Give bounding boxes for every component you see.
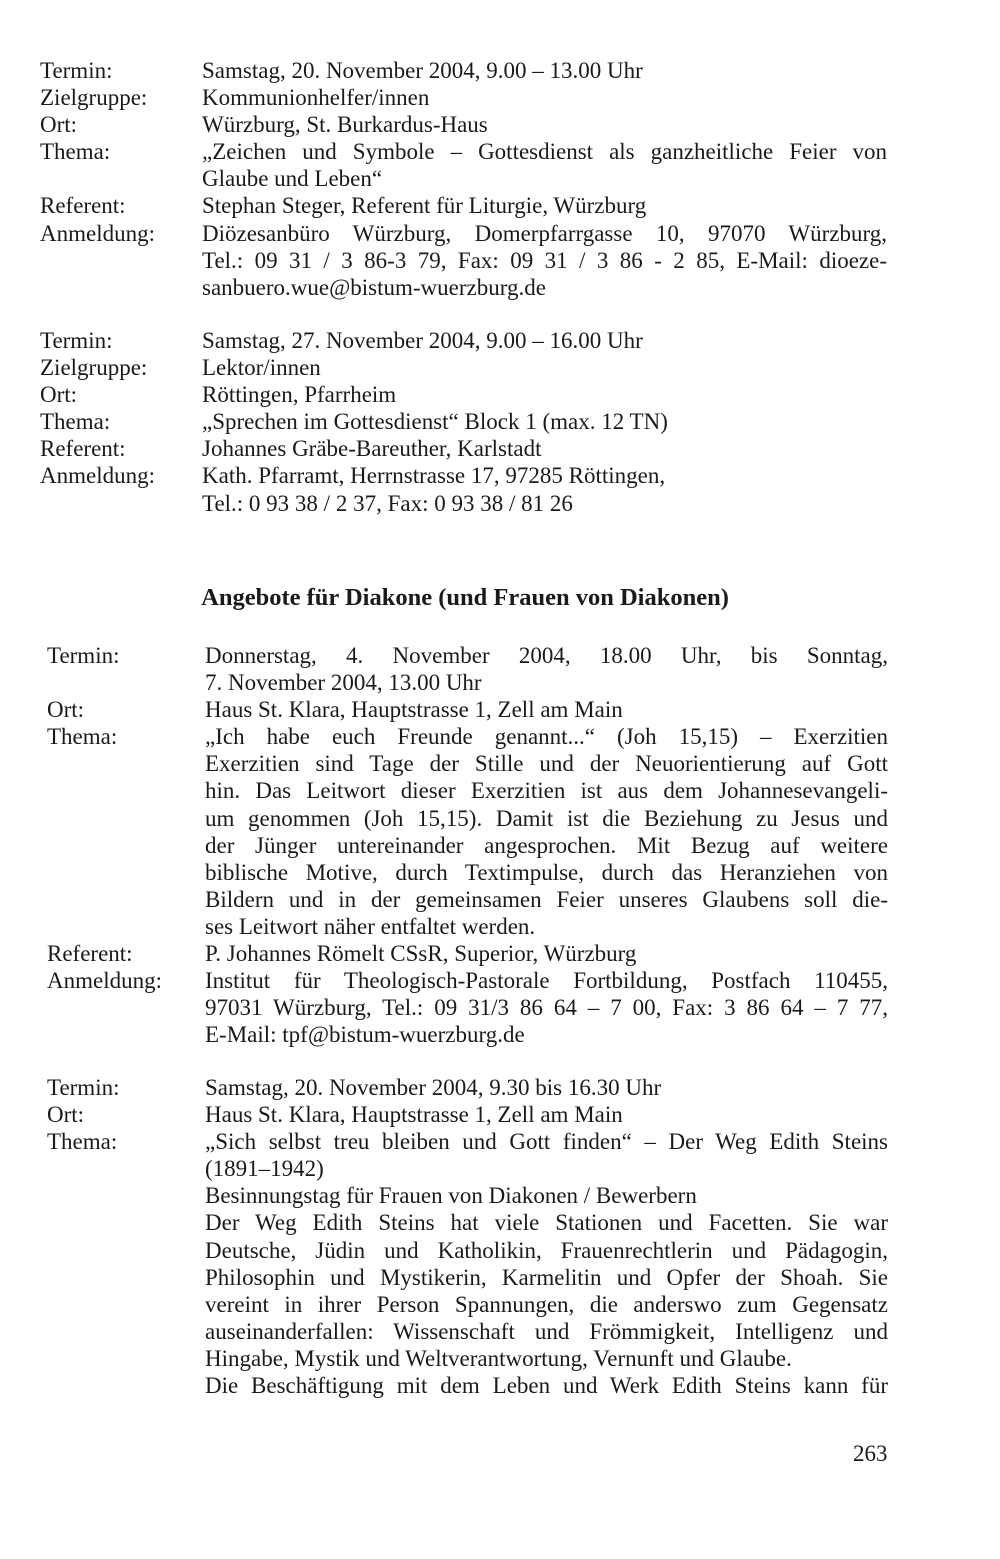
text-line: Johannes Gräbe-Bareuther, Karlstadt xyxy=(202,436,542,462)
field-value xyxy=(205,1074,888,1101)
page-number: 263 xyxy=(853,1441,888,1466)
field-value xyxy=(202,192,887,219)
field-referent xyxy=(0,940,1000,967)
field-anmeldung xyxy=(0,220,1000,301)
text-line: Philosophin und Mystikerin, Karmelitin und Opfer der Shoah. Sie xyxy=(205,1264,888,1290)
field-value xyxy=(202,111,887,138)
text-line: um genommen (Joh 15,15). Damit ist die Beziehung zu Jesus und xyxy=(205,805,888,831)
field-label: Thema: xyxy=(47,1129,118,1155)
field-value xyxy=(202,381,887,408)
field-anmeldung xyxy=(0,462,1000,516)
field-label: Termin: xyxy=(47,1075,120,1100)
field-label: Termin: xyxy=(40,328,113,353)
text-line: Hingabe, Mystik und Weltverantwortung, Vernunft und Glaube. xyxy=(205,1345,792,1371)
text-line: P. Johannes Römelt CSsR, Superior, Würzburg xyxy=(205,941,637,967)
text-line: Diözesanbüro Würzburg, Domerpfarrgasse 10, 97070 Würzburg, xyxy=(202,220,887,246)
text-line: Samstag, 27. November 2004, 9.00 – 16.00 Uhr xyxy=(202,328,643,353)
field-value xyxy=(202,220,887,301)
field-value xyxy=(205,940,888,967)
field-termin xyxy=(0,327,1000,354)
text-line: biblische Motive, durch Textimpulse, durch das Heranziehen von xyxy=(205,859,888,885)
field-label: Thema: xyxy=(40,139,111,165)
section-heading: Angebote für Diakone (und Frauen von Diakonen) xyxy=(201,584,729,611)
field-ort xyxy=(0,696,1000,723)
field-value xyxy=(205,967,888,1048)
text-line: vereint in ihrer Person Spannungen, die anderswo zum Gegensatz xyxy=(205,1291,888,1317)
text-line: Stephan Steger, Referent für Liturgie, Würzburg xyxy=(202,193,647,219)
field-label: Thema: xyxy=(47,724,118,750)
field-label: Anmeldung: xyxy=(40,220,155,246)
field-thema xyxy=(0,408,1000,435)
field-value xyxy=(205,696,888,723)
text-line: Die Beschäftigung mit dem Leben und Werk Edith Steins kann für xyxy=(205,1373,888,1399)
text-line: Kath. Pfarramt, Herrnstrasse 17, 97285 Röttingen, xyxy=(202,463,666,489)
email-link[interactable]: E-Mail: tpf@bistum-wuerzburg.de xyxy=(205,1022,525,1048)
field-label: Referent: xyxy=(40,193,126,219)
text-line: Tel.: 0 93 38 / 2 37, Fax: 0 93 38 / 81 26 xyxy=(202,490,573,516)
field-termin xyxy=(0,57,1000,84)
field-label: Ort: xyxy=(47,1102,85,1128)
field-label: Thema: xyxy=(40,409,111,435)
text-line: „Ich habe euch Freunde genannt...“ (Joh 15,15) – Exerzitien xyxy=(205,724,888,750)
text-line: Haus St. Klara, Hauptstrasse 1, Zell am Main xyxy=(205,1102,623,1128)
text-line: Deutsche, Jüdin und Katholikin, Frauenrechtlerin und Pädagogin, xyxy=(205,1237,888,1263)
field-ort xyxy=(0,111,1000,138)
field-label: Referent: xyxy=(40,436,126,462)
event-entry-edith-stein xyxy=(0,1074,1000,1399)
field-value xyxy=(202,84,887,111)
field-value xyxy=(202,327,887,354)
field-label: Ort: xyxy=(47,697,85,723)
field-value xyxy=(205,642,888,696)
field-label: Ort: xyxy=(40,112,78,138)
text-line: Der Weg Edith Steins hat viele Stationen und Facetten. Sie war xyxy=(205,1210,888,1236)
field-value xyxy=(202,57,887,84)
field-value xyxy=(205,1101,888,1128)
text-line: ses Leitwort näher entfaltet werden. xyxy=(205,913,536,939)
text-line: Institut für Theologisch-Pastorale Fortbildung, Postfach 110455, xyxy=(205,968,888,994)
text-line: Samstag, 20. November 2004, 9.30 bis 16.30 Uhr xyxy=(205,1075,662,1100)
field-label: Zielgruppe: xyxy=(40,85,148,111)
field-label: Anmeldung: xyxy=(40,463,155,489)
field-value xyxy=(202,462,887,516)
text-line: Kommunionhelfer/innen xyxy=(202,85,430,111)
field-label: Ort: xyxy=(40,382,78,408)
field-label: Referent: xyxy=(47,941,133,967)
email-link[interactable]: sanbuero.wue@bistum-wuerzburg.de xyxy=(202,274,546,300)
text-line: auseinanderfallen: Wissenschaft und Frömmigkeit, Intelligenz und xyxy=(205,1318,888,1344)
field-label: Termin: xyxy=(40,58,113,83)
field-value xyxy=(202,435,887,462)
text-line: Lektor/innen xyxy=(202,355,321,381)
event-entry-kommunionhelfer xyxy=(0,57,1000,301)
field-termin xyxy=(0,642,1000,696)
field-value xyxy=(202,354,887,381)
field-label: Termin: xyxy=(47,643,120,668)
field-zielgruppe xyxy=(0,84,1000,111)
text-line: Donnerstag, 4. November 2004, 18.00 Uhr, bis Sonntag, xyxy=(205,643,888,668)
field-termin xyxy=(0,1074,1000,1101)
field-referent xyxy=(0,435,1000,462)
text-line: 97031 Würzburg, Tel.: 09 31/3 86 64 – 7 00, Fax: 3 86 64 – 7 77, xyxy=(205,995,888,1021)
field-value xyxy=(202,138,887,192)
field-value xyxy=(202,408,887,435)
text-line: „Sprechen im Gottesdienst“ Block 1 (max. 12 TN) xyxy=(202,409,668,435)
field-thema xyxy=(0,1128,1000,1399)
text-line: der Jünger untereinander angesprochen. Mit Bezug auf weitere xyxy=(205,832,888,858)
text-line: Glaube und Leben“ xyxy=(202,166,383,192)
text-line: Tel.: 09 31 / 3 86-3 79, Fax: 09 31 / 3 86 - 2 85, E-Mail: dioeze- xyxy=(202,247,887,273)
text-line: „Zeichen und Symbole – Gottesdienst als ganzheitliche Feier von xyxy=(202,139,887,165)
field-ort xyxy=(0,1101,1000,1128)
text-line: (1891–1942) xyxy=(205,1156,324,1182)
text-line: „Sich selbst treu bleiben und Gott finden“ – Der Weg Edith Steins xyxy=(205,1129,888,1155)
field-anmeldung xyxy=(0,967,1000,1048)
text-line: 7. November 2004, 13.00 Uhr xyxy=(205,670,482,696)
text-line: Haus St. Klara, Hauptstrasse 1, Zell am Main xyxy=(205,697,623,723)
field-label: Anmeldung: xyxy=(47,968,162,994)
text-line: Besinnungstag für Frauen von Diakonen / Bewerbern xyxy=(205,1183,697,1209)
text-line: hin. Das Leitwort dieser Exerzitien ist aus dem Johannesevangeli- xyxy=(205,778,888,804)
field-zielgruppe xyxy=(0,354,1000,381)
field-label: Zielgruppe: xyxy=(40,355,148,381)
field-value xyxy=(205,1128,888,1399)
event-entry-lektoren xyxy=(0,327,1000,517)
text-line: Würzburg, St. Burkardus-Haus xyxy=(202,112,488,138)
text-line: Röttingen, Pfarrheim xyxy=(202,382,397,408)
text-line: Bildern und in der gemeinsamen Feier unseres Glaubens soll die- xyxy=(205,886,888,912)
text-line: Samstag, 20. November 2004, 9.00 – 13.00 Uhr xyxy=(202,58,643,83)
field-referent xyxy=(0,192,1000,219)
field-value xyxy=(205,723,888,940)
field-thema xyxy=(0,138,1000,192)
field-ort xyxy=(0,381,1000,408)
text-line: Exerzitien sind Tage der Stille und der Neuorientierung auf Gott xyxy=(205,751,888,777)
event-entry-exerzitien xyxy=(0,642,1000,1048)
field-thema xyxy=(0,723,1000,940)
